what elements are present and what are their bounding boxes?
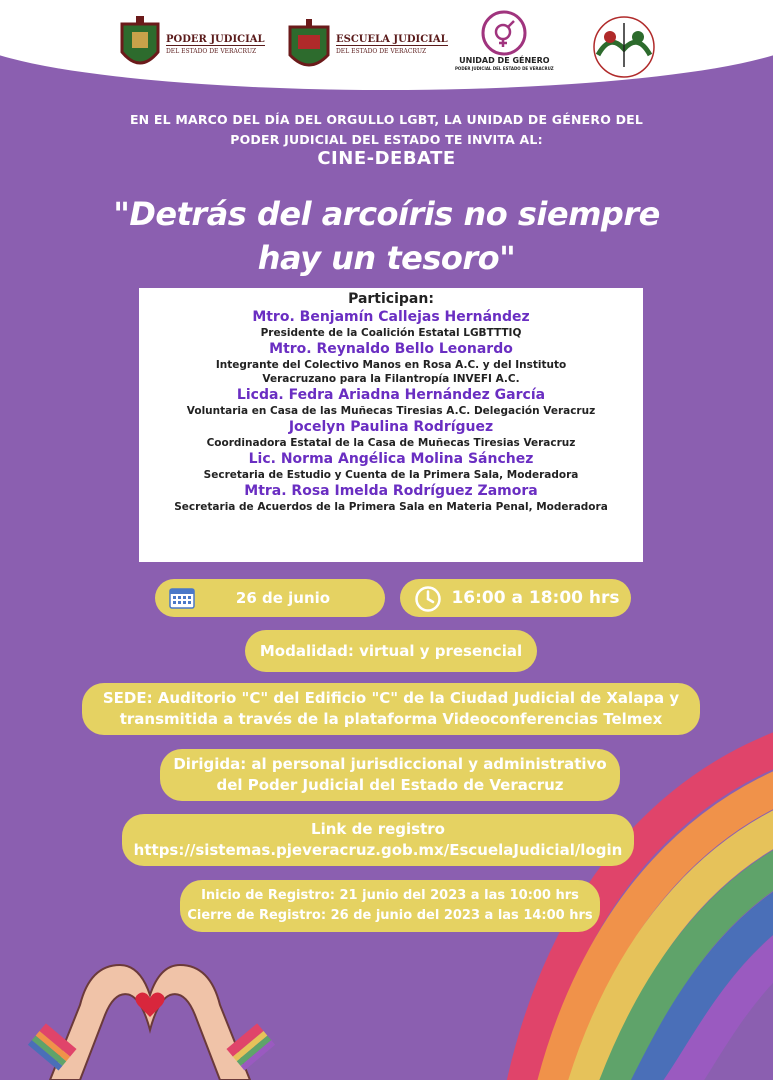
intro-line-2: PODER JUDICIAL DEL ESTADO TE INVITA AL: [230,132,543,147]
unidad-genero-sub: PODER JUDICIAL DEL ESTADO DE VERACRUZ [455,66,554,71]
participant-name: Jocelyn Paulina Rodríguez [288,419,494,435]
registration-pill [122,814,634,866]
registration-dates-pill [180,880,600,932]
logo-escuela-judicial [286,10,448,82]
audience-line-2: del Poder Judicial del Estado de Veracruz [216,776,564,794]
registration-start: Inicio de Registro: 21 junio del 2023 a las 10:00 hrs [201,888,579,903]
participant-role: Veracruzano para la Filantropía INVEFI A.C. [262,373,520,385]
unidad-genero-name: UNIDAD DE GÉNERO [459,56,550,65]
event-title-line-1: "Detrás del arcoíris no siempre [113,195,660,233]
poder-judicial-name: PODER JUDICIAL [166,34,265,45]
participants-panel [139,288,643,562]
participant-name: Lic. Norma Angélica Molina Sánchez [248,451,534,467]
participant-name: Licda. Fedra Ariadna Hernández García [236,387,546,403]
participant-role: Integrante del Colectivo Manos en Rosa A.C. y del Instituto [215,359,567,371]
time-pill [400,579,631,617]
event-time: 16:00 a 18:00 hrs [451,587,620,608]
participant-role: Secretaria de Estudio y Cuenta de la Primera Sala, Moderadora [203,469,579,481]
event-date: 26 de junio [235,588,331,607]
participant-name: Mtro. Reynaldo Bello Leonardo [269,341,513,357]
event-title [0,192,773,280]
logo-justice-emblem [588,12,660,84]
modality-text: Modalidad: virtual y presencial [259,641,523,660]
audience-pill [160,749,620,801]
escuela-judicial-name: ESCUELA JUDICIAL [336,34,448,45]
gender-symbol-icon [481,10,527,56]
participant-role: Voluntaria en Casa de las Muñecas Tiresias A.C. Delegación Veracruz [186,405,596,417]
participant-name: Mtro. Benjamín Callejas Hernández [252,309,530,325]
heart-hands-icon [20,935,280,1080]
venue-line-2: transmitida a través de la plataforma Videoconferencias Telmex [119,710,663,728]
justice-scales-icon [588,15,660,81]
registration-end: Cierre de Registro: 26 de junio del 2023 a las 14:00 hrs [187,908,593,923]
participant-role: Coordinadora Estatal de la Casa de Muñecas Tiresias Veracruz [206,437,576,449]
event-title-line-2: hay un tesoro" [257,239,516,277]
audience-line-1: Dirigida: al personal jurisdiccional y administrativo [173,755,607,773]
venue-line-1: SEDE: Auditorio "C" del Edificio "C" de la Ciudad Judicial de Xalapa y [102,689,680,707]
participant-name: Mtra. Rosa Imelda Rodríguez Zamora [244,483,538,499]
intro-line-1: EN EL MARCO DEL DÍA DEL ORGULLO LGBT, LA UNIDAD DE GÉNERO DEL [129,112,644,127]
intro-text [40,110,733,150]
participant-role: Presidente de la Coalición Estatal LGBTTTIQ [260,327,522,339]
registration-link[interactable]: https://sistemas.pjeveracruz.gob.mx/EscuelaJudicial/login [133,841,623,859]
logo-unidad-genero [455,10,554,82]
participant-role: Secretaria de Acuerdos de la Primera Sala en Materia Penal, Moderadora [174,501,608,513]
date-pill [155,579,385,617]
calendar-icon [169,587,195,609]
venue-pill [82,683,700,735]
logo-poder-judicial [118,10,265,82]
participants-heading: Participan: [348,291,434,307]
clock-icon [414,585,442,613]
registration-label: Link de registro [311,820,445,838]
escuela-judicial-state: DEL ESTADO DE VERACRUZ [336,48,427,55]
modality-pill [245,630,537,672]
poder-judicial-state: DEL ESTADO DE VERACRUZ [166,48,257,55]
escuela-judicial-seal-icon [286,17,332,75]
event-type: CINE-DEBATE [317,148,456,169]
poder-judicial-seal-icon [118,16,162,76]
